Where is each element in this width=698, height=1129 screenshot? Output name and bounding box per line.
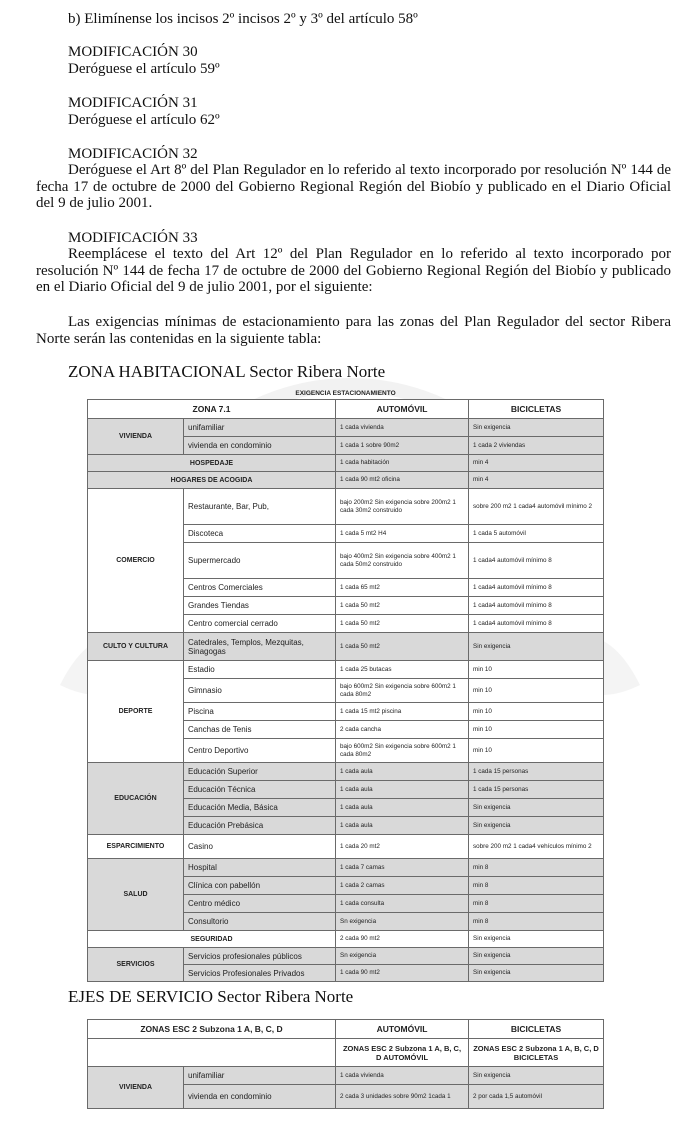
- mod33-title: MODIFICACIÓN 33: [68, 230, 198, 246]
- sub-cell: Piscina: [184, 703, 336, 721]
- table-row: [88, 948, 604, 965]
- bici-cell: Sin exigencia: [469, 965, 604, 982]
- table-subheader-row: [88, 1039, 604, 1067]
- category-cell: VIVIENDA: [88, 419, 184, 455]
- auto-cell: 1 cada 1 sobre 90m2: [336, 437, 469, 455]
- mod30-text: Deróguese el artículo 59º: [68, 61, 220, 77]
- table-row: [88, 419, 604, 437]
- auto-cell: 1 cada 90 mt2: [336, 965, 469, 982]
- category-cell: CULTO Y CULTURA: [88, 633, 184, 661]
- auto-cell: Sn exigencia: [336, 948, 469, 965]
- sub-cell: Educación Técnica: [184, 781, 336, 799]
- bici-cell: min 8: [469, 913, 604, 931]
- bici-cell: 1 cada 2 viviendas: [469, 437, 604, 455]
- bici-cell: 2 por cada 1,5 automóvil: [469, 1085, 604, 1109]
- auto-cell: 1 cada habitación: [336, 455, 469, 472]
- mod32-title: MODIFICACIÓN 32: [68, 146, 198, 162]
- sub-cell: Clínica con pabellón: [184, 877, 336, 895]
- bici-cell: min 8: [469, 877, 604, 895]
- auto-cell: 2 cada 3 unidades sobre 90m2 1cada 1: [336, 1085, 469, 1109]
- sub-cell: Servicios Profesionales Privados: [184, 965, 336, 982]
- auto-cell: bajo 400m2 Sin exigencia sobre 400m2 1 cada 50m2 construido: [336, 543, 469, 579]
- sub-cell: Restaurante, Bar, Pub,: [184, 489, 336, 525]
- sub-cell: Supermercado: [184, 543, 336, 579]
- parking-table-habitacional: [87, 399, 604, 982]
- mod31-title: MODIFICACIÓN 31: [68, 95, 198, 111]
- bici-cell: 1 cada4 automóvil mínimo 8: [469, 615, 604, 633]
- bici-cell: sobre 200 m2 1 cada4 vehículos mínimo 2: [469, 835, 604, 859]
- auto-cell: 1 cada 20 mt2: [336, 835, 469, 859]
- mod30-title: MODIFICACIÓN 30: [68, 44, 198, 60]
- bici-cell: Sin exigencia: [469, 1067, 604, 1085]
- sub-cell: Hospital: [184, 859, 336, 877]
- bici-cell: min 8: [469, 859, 604, 877]
- bici-cell: Sin exigencia: [469, 419, 604, 437]
- mod33-text: Reemplácese el texto del Art 12º del Plan Regulador en lo referido al texto incorporado por resolución Nº 144 de fecha 17 de octubre de 2000 del Gobierno Regional Región del Biobío y publicado en el Diario Oficial del 9 de julio 2001, por el siguiente:: [36, 246, 671, 295]
- auto-cell: 2 cada 90 mt2: [336, 931, 469, 948]
- table-row: [88, 661, 604, 679]
- auto-cell: 1 cada aula: [336, 799, 469, 817]
- auto-cell: 1 cada 2 camas: [336, 877, 469, 895]
- header-automovil: AUTOMÓVIL: [336, 400, 469, 419]
- auto-cell: 1 cada 7 camas: [336, 859, 469, 877]
- table1-banner: EXIGENCIA ESTACIONAMIENTO: [295, 390, 396, 397]
- category-cell: ESPARCIMIENTO: [88, 835, 184, 859]
- auto-cell: bajo 200m2 Sin exigencia sobre 200m2 1 cada 30m2 construido: [336, 489, 469, 525]
- bici-cell: 1 cada 15 personas: [469, 763, 604, 781]
- parking-table-ejes: [87, 1019, 604, 1109]
- sub-cell: Educación Superior: [184, 763, 336, 781]
- sub-cell: Discoteca: [184, 525, 336, 543]
- intro-text: Las exigencias mínimas de estacionamiento para las zonas del Plan Regulador del sector Ribera Norte serán las contenidas en la siguiente tabla:: [36, 314, 671, 347]
- bici-cell: 1 cada 15 personas: [469, 781, 604, 799]
- auto-cell: 1 cada aula: [336, 781, 469, 799]
- category-cell: COMERCIO: [88, 489, 184, 633]
- header-automovil: AUTOMÓVIL: [336, 1020, 469, 1039]
- bici-cell: min 4: [469, 455, 604, 472]
- sub-cell: Grandes Tiendas: [184, 597, 336, 615]
- auto-cell: bajo 600m2 Sin exigencia sobre 600m2 1 cada 80m2: [336, 739, 469, 763]
- table-row: [88, 835, 604, 859]
- line-b: b) Elimínense los incisos 2º incisos 2º y 3º del artículo 58º: [68, 11, 418, 27]
- table-row: [88, 472, 604, 489]
- auto-cell: 1 cada aula: [336, 763, 469, 781]
- auto-cell: 1 cada 25 butacas: [336, 661, 469, 679]
- auto-cell: 1 cada 50 mt2: [336, 633, 469, 661]
- auto-cell: 1 cada 50 mt2: [336, 597, 469, 615]
- sub-cell: Educación Media, Básica: [184, 799, 336, 817]
- category-cell: DEPORTE: [88, 661, 184, 763]
- table2-title: EJES DE SERVICIO Sector Ribera Norte: [68, 987, 354, 1006]
- table-row: [88, 455, 604, 472]
- auto-cell: 1 cada 15 mt2 piscina: [336, 703, 469, 721]
- auto-cell: 1 cada consulta: [336, 895, 469, 913]
- bici-cell: 1 cada4 automóvil mínimo 8: [469, 579, 604, 597]
- table-header-row: [88, 400, 604, 419]
- bici-cell: Sin exigencia: [469, 799, 604, 817]
- table-row: [88, 763, 604, 781]
- header-bicicletas: BICICLETAS: [469, 1020, 604, 1039]
- table-row: [88, 1067, 604, 1085]
- subheader-automovil: ZONAS ESC 2 Subzona 1 A, B, C, D AUTOMÓVIL: [336, 1039, 469, 1067]
- auto-cell: 1 cada aula: [336, 817, 469, 835]
- sub-cell: Centros Comerciales: [184, 579, 336, 597]
- sub-cell: vivienda en condominio: [184, 1085, 336, 1109]
- sub-cell: Centro médico: [184, 895, 336, 913]
- auto-cell: 1 cada vivienda: [336, 1067, 469, 1085]
- table1-title: ZONA HABITACIONAL Sector Ribera Norte: [68, 362, 386, 381]
- auto-cell: bajo 600m2 Sin exigencia sobre 600m2 1 cada 80m2: [336, 679, 469, 703]
- table-row: [88, 633, 604, 661]
- table-row: [88, 931, 604, 948]
- mod31-text: Deróguese el artículo 62º: [68, 112, 220, 128]
- bici-cell: min 10: [469, 739, 604, 763]
- mod32-text: Deróguese el Art 8º del Plan Regulador en lo referido al texto incorporado por resolución Nº 144 de fecha 17 de octubre de 2000 del Gobierno Regional Región del Biobío y publicado en el Diario Oficial del 9 de julio 2001.: [36, 162, 671, 211]
- subheader-bicicletas: ZONAS ESC 2 Subzona 1 A, B, C, D BICICLETAS: [469, 1039, 604, 1067]
- sub-cell: Servicios profesionales públicos: [184, 948, 336, 965]
- bici-cell: Sin exigencia: [469, 948, 604, 965]
- bici-cell: sobre 200 m2 1 cada4 automóvil mínimo 2: [469, 489, 604, 525]
- subheader-blank: [88, 1039, 336, 1067]
- sub-cell: Consultorio: [184, 913, 336, 931]
- sub-cell: Estadio: [184, 661, 336, 679]
- bici-cell: Sin exigencia: [469, 931, 604, 948]
- bici-cell: 1 cada 5 automóvil: [469, 525, 604, 543]
- auto-cell: 1 cada vivienda: [336, 419, 469, 437]
- header-bicicletas: BICICLETAS: [469, 400, 604, 419]
- bici-cell: Sin exigencia: [469, 817, 604, 835]
- header-zona: ZONAS ESC 2 Subzona 1 A, B, C, D: [88, 1020, 336, 1039]
- table-row: [88, 859, 604, 877]
- sub-cell: Casino: [184, 835, 336, 859]
- bici-cell: min 10: [469, 721, 604, 739]
- header-zona: ZONA 7.1: [88, 400, 336, 419]
- category-cell: HOSPEDAJE: [88, 455, 336, 472]
- bici-cell: min 4: [469, 472, 604, 489]
- bici-cell: 1 cada4 automóvil mínimo 8: [469, 543, 604, 579]
- auto-cell: 1 cada 50 mt2: [336, 615, 469, 633]
- table-row: [88, 489, 604, 525]
- auto-cell: 1 cada 5 mt2 H4: [336, 525, 469, 543]
- category-cell: HOGARES DE ACOGIDA: [88, 472, 336, 489]
- bici-cell: min 10: [469, 661, 604, 679]
- bici-cell: Sin exigencia: [469, 633, 604, 661]
- auto-cell: Sn exigencia: [336, 913, 469, 931]
- sub-cell: Centro Deportivo: [184, 739, 336, 763]
- sub-cell: Educación Prebásica: [184, 817, 336, 835]
- auto-cell: 1 cada 90 mt2 oficina: [336, 472, 469, 489]
- category-cell: SEGURIDAD: [88, 931, 336, 948]
- sub-cell: Gimnasio: [184, 679, 336, 703]
- sub-cell: unifamiliar: [184, 419, 336, 437]
- table-header-row: [88, 1020, 604, 1039]
- bici-cell: min 8: [469, 895, 604, 913]
- bici-cell: 1 cada4 automóvil mínimo 8: [469, 597, 604, 615]
- category-cell: EDUCACIÓN: [88, 763, 184, 835]
- auto-cell: 1 cada 65 mt2: [336, 579, 469, 597]
- sub-cell: vivienda en condominio: [184, 437, 336, 455]
- sub-cell: Centro comercial cerrado: [184, 615, 336, 633]
- category-cell: SERVICIOS: [88, 948, 184, 982]
- auto-cell: 2 cada cancha: [336, 721, 469, 739]
- sub-cell: Canchas de Tenis: [184, 721, 336, 739]
- sub-cell: unifamiliar: [184, 1067, 336, 1085]
- category-cell: VIVIENDA: [88, 1067, 184, 1109]
- bici-cell: min 10: [469, 703, 604, 721]
- sub-cell: Catedrales, Templos, Mezquitas, Sinagogas: [184, 633, 336, 661]
- category-cell: SALUD: [88, 859, 184, 931]
- bici-cell: min 10: [469, 679, 604, 703]
